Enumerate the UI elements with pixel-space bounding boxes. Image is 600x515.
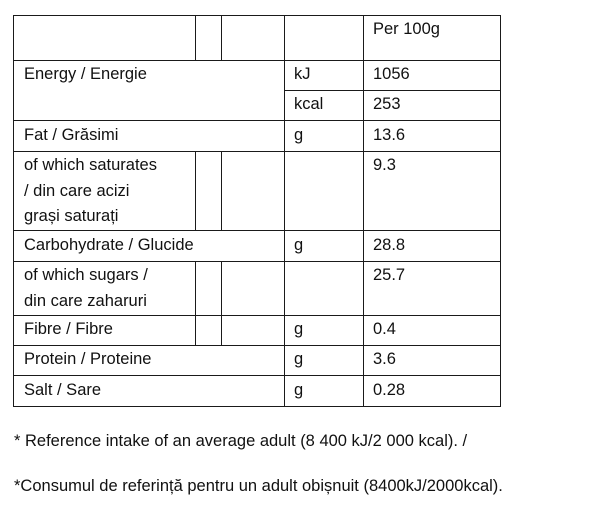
inner-column-border	[195, 261, 196, 346]
saturates-label-line2: / din care acizi	[24, 182, 130, 200]
carbohydrate-value: 28.8	[373, 236, 406, 254]
row-divider	[13, 261, 501, 262]
table-left-border	[13, 15, 14, 407]
energy-label: Energy / Energie	[24, 65, 147, 83]
salt-value: 0.28	[373, 381, 406, 399]
sugars-label-line2: din care zaharuri	[24, 292, 147, 310]
salt-unit: g	[294, 381, 304, 399]
protein-value: 3.6	[373, 350, 396, 368]
protein-label: Protein / Proteine	[24, 350, 152, 368]
row-divider	[13, 151, 501, 152]
table-right-border	[500, 15, 501, 407]
carbohydrate-label: Carbohydrate / Glucide	[24, 236, 194, 254]
energy-kj-value: 1056	[373, 65, 410, 83]
inner-column-border	[221, 151, 222, 231]
table-top-border	[13, 15, 501, 16]
inner-column-border	[195, 15, 196, 61]
row-divider	[13, 315, 501, 316]
row-divider	[13, 230, 501, 231]
energy-kcal-unit: kcal	[294, 95, 324, 113]
fat-value: 13.6	[373, 126, 406, 144]
energy-kcal-value: 253	[373, 95, 401, 113]
sugars-label-line1: of which sugars /	[24, 266, 148, 284]
salt-label: Salt / Sare	[24, 381, 102, 399]
table-bottom-border	[13, 406, 501, 407]
saturates-label-line3: grași saturați	[24, 207, 119, 225]
row-divider	[13, 60, 501, 61]
inner-column-border	[195, 151, 196, 231]
carbohydrate-unit: g	[294, 236, 304, 254]
row-divider	[13, 345, 501, 346]
unit-column-border	[284, 15, 285, 407]
protein-unit: g	[294, 350, 304, 368]
fibre-value: 0.4	[373, 320, 396, 338]
reference-intake-note-en: * Reference intake of an average adult (8 400 kJ/2 000 kcal). /	[14, 432, 468, 450]
inner-column-border	[221, 15, 222, 61]
row-divider	[13, 120, 501, 121]
fibre-unit: g	[294, 320, 304, 338]
per-100g-header: Per 100g	[373, 20, 440, 38]
value-column-border	[363, 15, 364, 407]
saturates-value: 9.3	[373, 156, 396, 174]
fibre-label: Fibre / Fibre	[24, 320, 113, 338]
row-divider	[284, 90, 501, 91]
energy-kj-unit: kJ	[294, 65, 311, 83]
saturates-label-line1: of which saturates	[24, 156, 157, 174]
fat-unit: g	[294, 126, 304, 144]
row-divider	[13, 375, 501, 376]
fat-label: Fat / Grăsimi	[24, 126, 119, 144]
sugars-value: 25.7	[373, 266, 406, 284]
reference-intake-note-ro: *Consumul de referință pentru un adult obișnuit (8400kJ/2000kcal).	[14, 477, 503, 495]
inner-column-border	[221, 261, 222, 346]
